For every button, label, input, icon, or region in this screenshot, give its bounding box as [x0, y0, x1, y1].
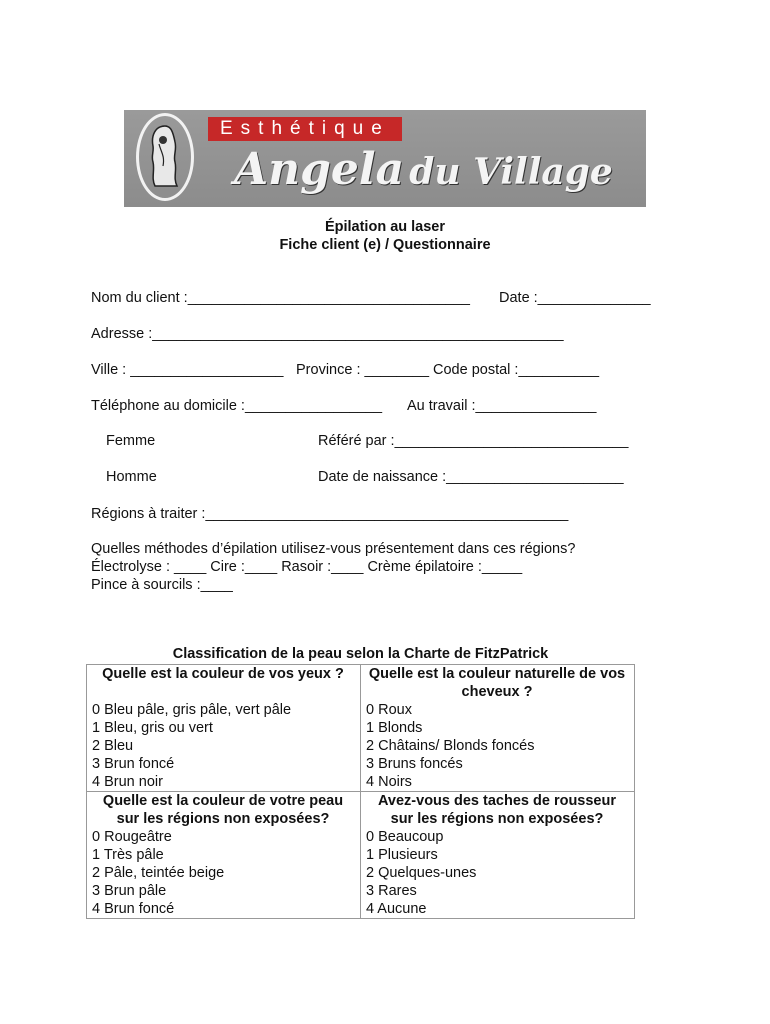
logo-banner: [124, 110, 646, 207]
list-item[interactable]: 1 Plusieurs: [366, 847, 438, 863]
logo-top-word: Esthétique: [220, 118, 390, 139]
list-item[interactable]: 0 Rougeâtre: [92, 829, 172, 845]
list-item[interactable]: 0 Roux: [366, 702, 412, 718]
regions-field[interactable]: Régions à traiter :_____________________________________________: [91, 506, 569, 522]
list-item[interactable]: 4 Aucune: [366, 901, 427, 917]
list-item[interactable]: 3 Brun foncé: [92, 756, 175, 772]
list-item[interactable]: 1 Bleu, gris ou vert: [92, 720, 213, 736]
province-field[interactable]: Province : ________: [296, 362, 430, 378]
list-item[interactable]: 4 Brun noir: [92, 774, 163, 790]
table-caption: Classification de la peau selon la Charte de FitzPatrick: [172, 646, 549, 662]
date-field[interactable]: Date :______________: [499, 290, 651, 306]
list-item[interactable]: 4 Brun foncé: [92, 901, 175, 917]
list-item[interactable]: 1 Très pâle: [92, 847, 164, 863]
postal-code-field[interactable]: Code postal :__________: [433, 362, 600, 378]
form-subtitle: Fiche client (e) / Questionnaire: [279, 237, 491, 253]
list-item[interactable]: 0 Bleu pâle, gris pâle, vert pâle: [92, 702, 292, 718]
methods-tweezers[interactable]: Pince à sourcils :____: [91, 577, 233, 593]
skin-color-cell: [87, 792, 361, 919]
list-item[interactable]: 3 Bruns foncés: [366, 756, 463, 772]
logo-brand-name: [234, 144, 613, 195]
address-field[interactable]: Adresse :___________________________________________________: [91, 326, 564, 342]
logo-brand-rest: du Village: [409, 151, 613, 193]
list-item[interactable]: 3 Brun pâle: [92, 883, 167, 899]
femme-option[interactable]: Femme: [106, 433, 156, 449]
cell-question: Avez-vous des taches de rousseur sur les régions non exposées?: [378, 793, 616, 827]
list-item[interactable]: 2 Bleu: [92, 738, 134, 754]
list-item[interactable]: 4 Noirs: [366, 774, 412, 790]
logo-brand-main: Angela: [234, 144, 405, 195]
fitzpatrick-table: [86, 664, 635, 919]
home-phone-field[interactable]: Téléphone au domicile :_________________: [91, 398, 383, 414]
birth-date-field[interactable]: Date de naissance :______________________: [318, 469, 624, 485]
list-item[interactable]: 2 Châtains/ Blonds foncés: [366, 738, 535, 754]
methods-options[interactable]: Électrolyse : ____ Cire :____ Rasoir :____ Crème épilatoire :_____: [91, 559, 523, 575]
esthetique-red-bar: [208, 117, 402, 141]
city-field[interactable]: Ville : ___________________: [91, 362, 284, 378]
cell-question: Quelle est la couleur de vos yeux ?: [102, 666, 344, 682]
list-item[interactable]: 1 Blonds: [366, 720, 423, 736]
homme-option[interactable]: Homme: [106, 469, 157, 485]
client-name-field[interactable]: Nom du client :___________________________________: [91, 290, 470, 306]
work-phone-field[interactable]: Au travail :_______________: [407, 398, 597, 414]
hair-color-cell: [361, 665, 635, 792]
eye-color-cell: [87, 665, 361, 792]
list-item[interactable]: 2 Pâle, teintée beige: [92, 865, 225, 881]
cell-question: Quelle est la couleur de votre peau sur les régions non exposées?: [102, 793, 344, 827]
form-title: Épilation au laser: [324, 219, 446, 235]
portrait-oval-logo: [136, 113, 194, 201]
list-item[interactable]: 3 Rares: [366, 883, 417, 899]
freckles-cell: [361, 792, 635, 919]
cell-question: Quelle est la couleur naturelle de vos cheveux ?: [368, 666, 626, 700]
list-item[interactable]: 0 Beaucoup: [366, 829, 444, 845]
methods-question: Quelles méthodes d’épilation utilisez-vous présentement dans ces régions?: [91, 541, 576, 557]
referred-by-field[interactable]: Référé par :_____________________________: [318, 433, 629, 449]
list-item[interactable]: 2 Quelques-unes: [366, 865, 477, 881]
